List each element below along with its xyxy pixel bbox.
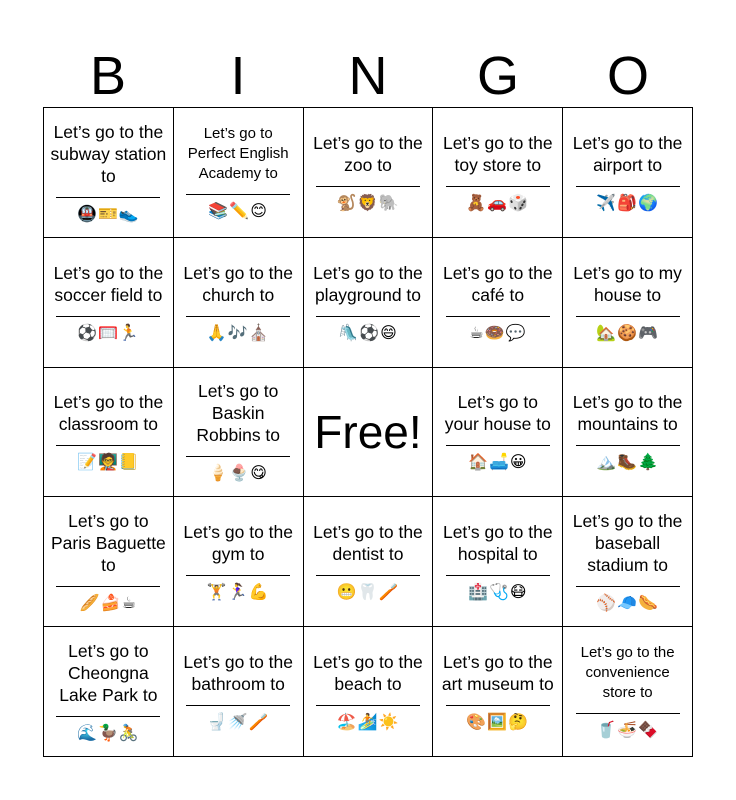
cell-emoji-icons: ☕🍩💬 (469, 322, 527, 342)
bingo-cell-free[interactable] (304, 368, 434, 498)
free-space-label: Free! (314, 405, 422, 458)
header-letter-i: I (230, 46, 246, 106)
bingo-cell[interactable] (433, 108, 563, 238)
cell-emoji-icons: 🌊🦆🚴 (77, 723, 140, 743)
cell-prompt: Let’s go to Baskin Robbins to (196, 381, 281, 446)
cell-prompt: Let’s go to the classroom to (53, 392, 164, 435)
bingo-cell[interactable] (563, 108, 693, 238)
bingo-cell[interactable] (44, 497, 174, 627)
cell-emoji-icons: 🥖🍰☕ (79, 593, 137, 613)
answer-blank-line (316, 575, 420, 576)
cell-emoji-icons: 🐒🦁🐘 (336, 192, 400, 212)
cell-prompt: Let’s go to the café to (442, 262, 553, 305)
bingo-grid (43, 107, 693, 757)
answer-blank-line (316, 705, 420, 706)
cell-emoji-icons: 🍦🍨😋 (208, 463, 268, 483)
answer-blank-line (186, 456, 290, 457)
cell-prompt: Let’s go to the soccer field to (53, 262, 164, 305)
bingo-cell[interactable] (304, 108, 434, 238)
cell-prompt: Let’s go to the zoo to (313, 132, 423, 175)
bingo-cell[interactable] (44, 627, 174, 757)
cell-emoji-icons: 🧸🚗🎲 (466, 192, 530, 212)
cell-prompt: Let’s go to the baseball stadium to (572, 511, 683, 576)
answer-blank-line (576, 713, 680, 714)
answer-blank-line (56, 445, 160, 446)
answer-blank-line (316, 186, 420, 187)
cell-prompt: Let’s go to the mountains to (572, 392, 683, 435)
cell-prompt: Let’s go to the gym to (183, 522, 293, 565)
cell-emoji-icons: 🚽🚿🪥 (206, 712, 270, 732)
cell-prompt: Let’s go to the airport to (572, 132, 683, 175)
bingo-cell[interactable] (563, 368, 693, 498)
answer-blank-line (56, 716, 160, 717)
cell-prompt: Let’s go to my house to (573, 262, 682, 305)
bingo-header (43, 44, 693, 108)
cell-emoji-icons: 🙏🎶⛪ (206, 322, 270, 342)
answer-blank-line (186, 705, 290, 706)
bingo-cell[interactable] (44, 108, 174, 238)
bingo-cell[interactable] (174, 497, 304, 627)
answer-blank-line (186, 194, 290, 195)
bingo-cell[interactable] (44, 238, 174, 368)
answer-blank-line (186, 316, 290, 317)
bingo-cell[interactable] (563, 497, 693, 627)
cell-emoji-icons: 🏥🩺😷 (468, 582, 528, 602)
cell-emoji-icons: 🏋️🏃‍♀️💪 (206, 582, 270, 602)
cell-prompt: Let’s go to the hospital to (442, 522, 553, 565)
answer-blank-line (56, 197, 160, 198)
answer-blank-line (56, 316, 160, 317)
answer-blank-line (316, 316, 420, 317)
answer-blank-line (56, 586, 160, 587)
cell-emoji-icons: 🏔️🥾🌲 (596, 452, 659, 472)
answer-blank-line (576, 186, 680, 187)
answer-blank-line (446, 186, 550, 187)
answer-blank-line (186, 575, 290, 576)
answer-blank-line (446, 575, 550, 576)
header-letter-b: B (89, 46, 127, 106)
bingo-cell[interactable] (563, 627, 693, 757)
cell-emoji-icons: ✈️🎒🌍 (596, 192, 659, 212)
bingo-cell[interactable] (174, 238, 304, 368)
cell-prompt: Let’s go to the art museum to (441, 652, 554, 695)
cell-prompt: Let’s go to the bathroom to (183, 652, 293, 695)
cell-prompt: Let’s go to Cheongna Lake Park to (59, 641, 158, 706)
cell-emoji-icons: ⚾🧢🌭 (596, 593, 659, 613)
answer-blank-line (576, 586, 680, 587)
cell-prompt: Let’s go to the dentist to (313, 522, 423, 565)
header-letter-g: G (476, 46, 519, 106)
bingo-cell[interactable] (433, 627, 563, 757)
cell-emoji-icons: 🏠🛋️😀 (468, 452, 528, 472)
bingo-cell[interactable] (433, 238, 563, 368)
cell-prompt: Let’s go to Perfect English Academy to (187, 124, 289, 182)
cell-emoji-icons: 📝🧑‍🏫📒 (77, 452, 140, 472)
bingo-cell[interactable] (304, 497, 434, 627)
header-letter-n: N (348, 46, 388, 106)
cell-prompt: Let’s go to the playground to (313, 262, 423, 305)
bingo-cell[interactable] (563, 238, 693, 368)
bingo-cell[interactable] (433, 497, 563, 627)
cell-emoji-icons: 🏖️🏄☀️ (336, 712, 400, 732)
cell-emoji-icons: ⚽🥅🏃 (77, 322, 140, 342)
cell-emoji-icons: 🥤🍜🍫 (596, 720, 659, 740)
answer-blank-line (446, 705, 550, 706)
cell-emoji-icons: 😬🦷🪥 (336, 582, 400, 602)
cell-emoji-icons: 🎨🖼️🤔 (466, 712, 530, 732)
cell-prompt: Let’s go to the beach to (313, 652, 423, 695)
bingo-cell[interactable] (44, 368, 174, 498)
bingo-cell[interactable] (174, 627, 304, 757)
answer-blank-line (446, 445, 550, 446)
bingo-cell[interactable] (304, 627, 434, 757)
cell-emoji-icons: 📚✏️😊 (208, 200, 268, 220)
bingo-cell[interactable] (174, 108, 304, 238)
bingo-cell[interactable] (304, 238, 434, 368)
cell-prompt: Let’s go to the toy store to (442, 132, 553, 175)
bingo-cell[interactable] (174, 368, 304, 498)
answer-blank-line (446, 316, 550, 317)
cell-prompt: Let’s go to your house to (444, 392, 551, 435)
answer-blank-line (576, 445, 680, 446)
cell-prompt: Let’s go to the church to (183, 262, 293, 305)
header-letter-o: O (606, 46, 649, 106)
cell-prompt: Let’s go to Paris Baguette to (51, 511, 166, 576)
cell-prompt: Let’s go to the convenience store to (580, 644, 675, 702)
bingo-cell[interactable] (433, 368, 563, 498)
cell-emoji-icons: 🚇🎫👟 (77, 203, 140, 223)
cell-emoji-icons: 🛝⚽😄 (338, 322, 398, 342)
answer-blank-line (576, 316, 680, 317)
cell-prompt: Let’s go to the subway station to (50, 121, 167, 186)
cell-emoji-icons: 🏡🍪🎮 (596, 322, 659, 342)
